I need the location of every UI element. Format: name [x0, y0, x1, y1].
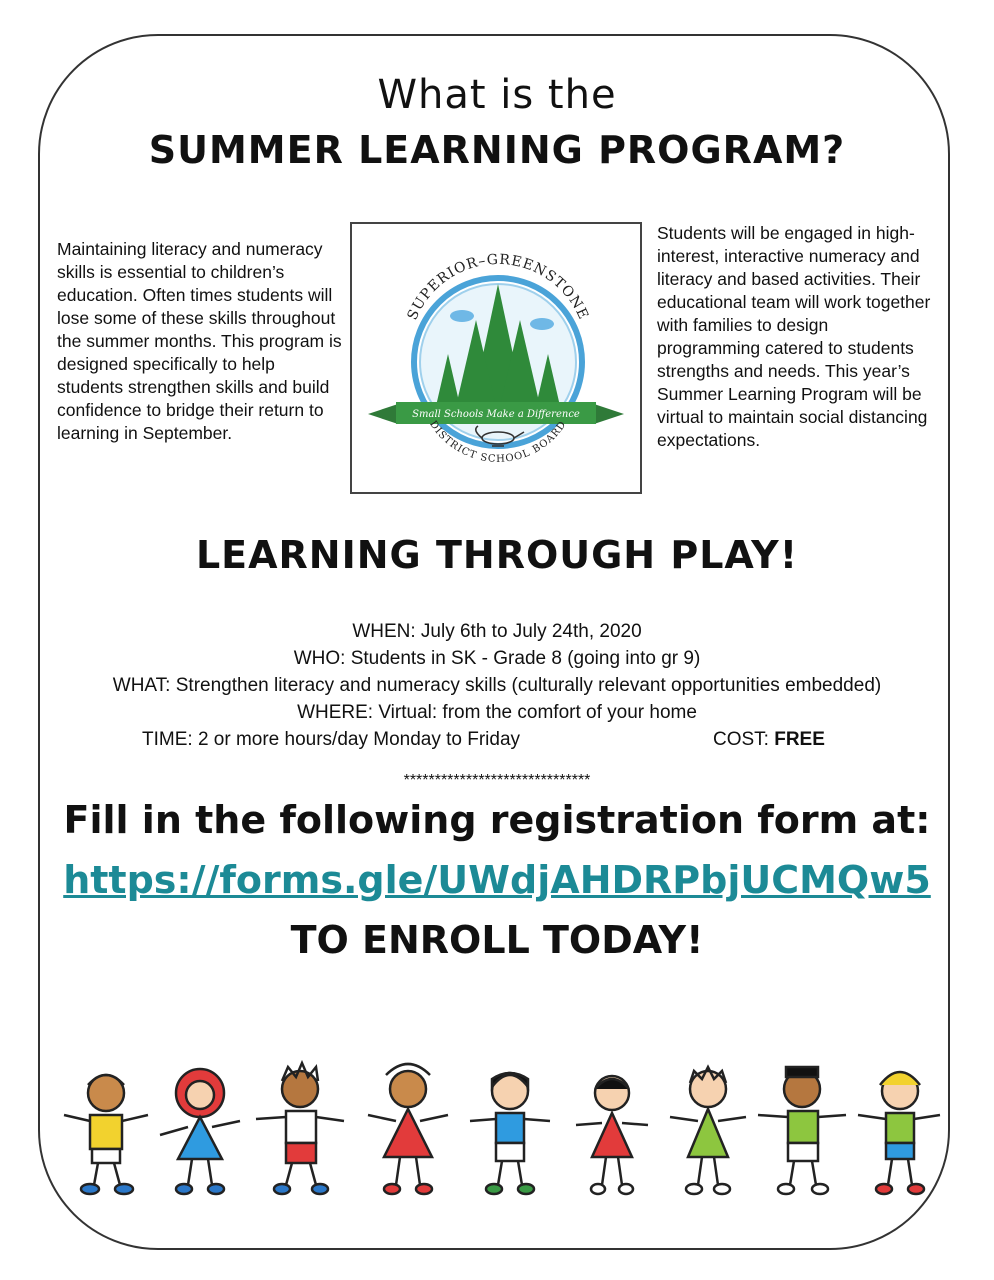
child-figure-icon — [160, 1069, 240, 1194]
children-illustration — [50, 1045, 950, 1205]
cost-line — [713, 726, 825, 753]
what-line: WHAT: Strengthen literacy and numeracy skills (culturally relevant opportunities embedded) — [112, 675, 882, 696]
child-figure-icon — [64, 1075, 148, 1194]
time-line: TIME: 2 or more hours/day Monday to Friday — [142, 729, 521, 750]
cloud-icon — [450, 310, 474, 322]
intro-paragraph: Maintaining literacy and numeracy skills is essential to children’s education. Often times students will lose some of these skills throughout the summer months. This program is designed specifically to help students strengthen skills and build confidence to bridge their return to learning in September. — [57, 239, 342, 443]
school-board-logo — [350, 222, 642, 494]
logo-banner-text: Small Schools Make a Difference — [412, 409, 580, 420]
child-figure-icon — [758, 1067, 846, 1194]
title-line-1: What is the — [377, 72, 617, 118]
registration-prompt: Fill in the following registration form at: — [63, 798, 931, 842]
separator-stars: ****************************** — [403, 772, 591, 789]
child-figure-icon — [368, 1064, 448, 1194]
logo-bottom-arc-text: DISTRICT SCHOOL BOARD — [427, 419, 569, 465]
when-line: WHEN: July 6th to July 24th, 2020 — [352, 621, 642, 642]
program-description: Students will be engaged in high-interest, interactive numeracy and literacy and based activities. Their educational team will work together with families to design programming catered to students strengths and needs. This year’s Summer Learning Program will be virtual to maintain social distancing expectations. — [657, 223, 931, 450]
cloud-icon — [530, 318, 554, 330]
where-line: WHERE: Virtual: from the comfort of your home — [297, 702, 697, 723]
cost-label: COST: — [713, 729, 769, 750]
child-figure-icon — [576, 1076, 648, 1194]
enroll-today-text: TO ENROLL TODAY! — [290, 918, 704, 962]
cost-value: FREE — [774, 729, 825, 750]
child-figure-icon — [470, 1073, 550, 1194]
registration-link[interactable]: https://forms.gle/UWdjAHDRPbjUCMQw5 — [63, 858, 931, 902]
child-figure-icon — [670, 1067, 746, 1194]
title-line-2: SUMMER LEARNING PROGRAM? — [148, 128, 846, 172]
child-figure-icon — [858, 1072, 940, 1194]
banner-tail-right — [594, 404, 624, 424]
who-line: WHO: Students in SK - Grade 8 (going into gr 9) — [293, 648, 701, 669]
logo-graphic — [352, 224, 640, 492]
banner-tail-left — [368, 404, 398, 424]
learning-through-play-heading: LEARNING THROUGH PLAY! — [195, 533, 799, 577]
logo-top-arc-text: SUPERIOR–GREENSTONE — [404, 251, 592, 323]
child-figure-icon — [256, 1063, 344, 1194]
